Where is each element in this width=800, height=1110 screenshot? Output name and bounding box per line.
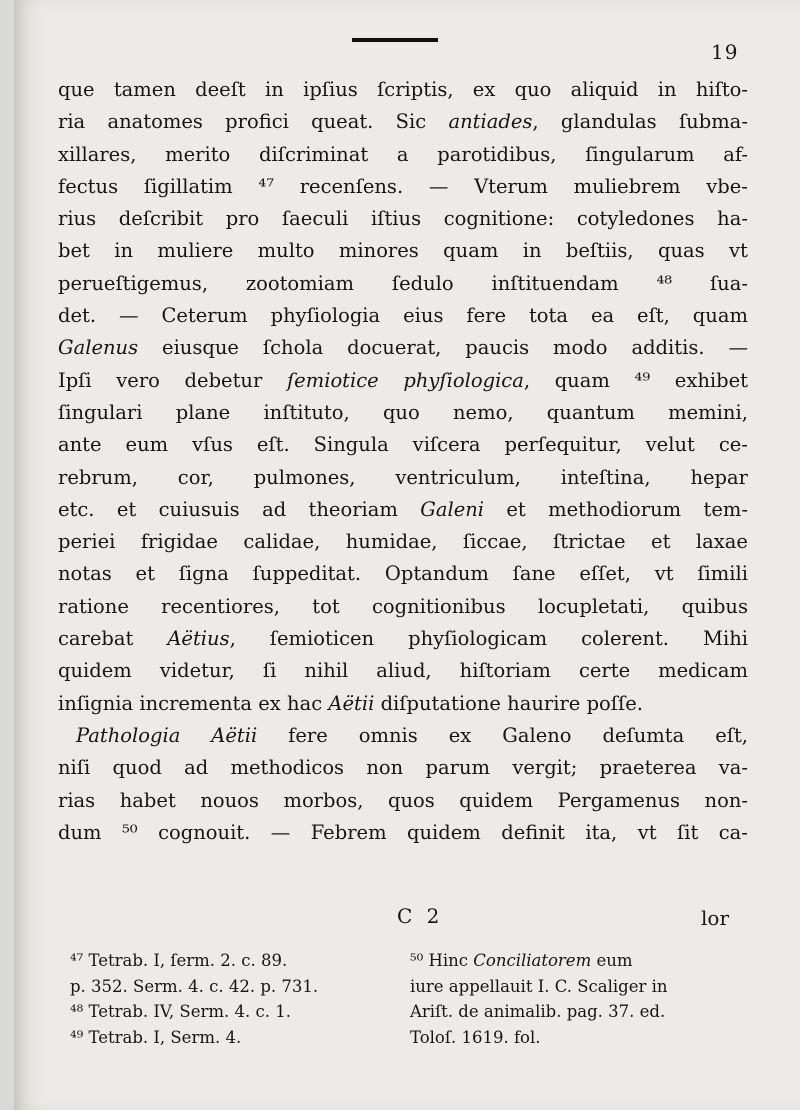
- word: ratione: [58, 594, 129, 618]
- word: ſtrictae: [553, 530, 626, 554]
- header-rule: [352, 38, 438, 42]
- footnote-left: ⁴⁷ Tetrab. I, ſerm. 2. c. 89.: [70, 951, 288, 970]
- word: habet: [119, 788, 176, 812]
- word: phyſiologicam: [408, 627, 548, 651]
- word: medicam: [658, 659, 748, 683]
- word: cotyledones: [576, 207, 695, 231]
- word: glandulas: [560, 110, 657, 134]
- word: bet: [58, 239, 90, 263]
- text-line: [58, 591, 748, 623]
- word: vergit;: [512, 756, 578, 780]
- word: iſtius: [370, 207, 422, 231]
- footnote-right: ⁵⁰ Hinc Conciliatorem eum: [410, 951, 633, 970]
- text-line: [58, 494, 748, 526]
- word: zootomiam: [245, 271, 355, 295]
- word: af-: [723, 142, 748, 166]
- word: aliquid: [570, 78, 639, 101]
- word: Galeni: [420, 497, 485, 521]
- word: ⁵⁰: [121, 820, 138, 844]
- word: antiades,: [448, 110, 539, 134]
- word: morbos,: [283, 788, 364, 812]
- word: recenſens.: [299, 174, 404, 198]
- word: hiſtoriam: [459, 659, 551, 683]
- word: definit: [501, 820, 565, 844]
- word: —: [428, 174, 449, 198]
- word: Sic: [395, 110, 427, 134]
- word: Pathologia: [76, 723, 181, 747]
- word: ce-: [718, 433, 748, 457]
- word: ex: [258, 691, 281, 715]
- word: hiſto-: [695, 78, 748, 101]
- word: ca-: [718, 820, 748, 844]
- word: debetur: [184, 368, 263, 392]
- text-line: [58, 655, 748, 687]
- word: eiusque: [162, 336, 239, 360]
- text-line: [58, 688, 748, 720]
- word: vt: [654, 562, 674, 586]
- word: diſputatione: [380, 691, 501, 715]
- word: quam: [443, 239, 499, 263]
- word: quam: [554, 368, 610, 392]
- word: eſſet,: [579, 562, 631, 586]
- word: velut: [645, 433, 695, 457]
- word: ſi: [262, 659, 277, 683]
- word: queat.: [311, 110, 374, 134]
- word: parotidibus,: [437, 142, 557, 166]
- text-line: [58, 203, 748, 235]
- word: hac: [287, 691, 323, 715]
- word: ante: [58, 433, 102, 457]
- word: vbe-: [706, 174, 748, 198]
- word: ſemioticen: [269, 627, 375, 651]
- word: quo: [382, 400, 420, 424]
- footnote-left: ⁴⁹ Tetrab. I, Serm. 4.: [70, 1027, 242, 1047]
- word: ſigna: [178, 562, 229, 586]
- word: cognitionibus: [371, 594, 506, 618]
- word: quas: [657, 239, 705, 263]
- footnote-row: [70, 974, 760, 1000]
- word: omnis: [358, 723, 418, 747]
- word: viſcera: [412, 433, 481, 457]
- word: frigidae: [140, 530, 218, 554]
- word: ſemiotice: [286, 368, 379, 392]
- word: haurire: [507, 691, 581, 715]
- word: ex: [448, 723, 472, 747]
- word: memini,: [668, 400, 748, 424]
- word: ſingularum: [585, 142, 695, 166]
- word: inſtituendam: [491, 271, 619, 295]
- footnotes: [70, 948, 760, 1050]
- word: merito: [165, 142, 231, 166]
- word: xillares,: [58, 142, 137, 166]
- word: eum: [125, 433, 169, 457]
- word: fere: [466, 304, 507, 328]
- word: Vterum: [474, 174, 548, 198]
- word: ſit: [676, 820, 699, 844]
- word: —: [119, 304, 139, 328]
- word: paucis: [465, 336, 530, 360]
- signature-mark: C 2: [397, 904, 444, 928]
- word: niſi: [58, 756, 91, 780]
- text-line: [58, 332, 748, 364]
- word: phyſiologica,: [403, 368, 531, 392]
- word: muliere: [157, 239, 234, 263]
- word: ſubma-: [678, 110, 748, 134]
- book-page: [14, 0, 800, 1110]
- word: ſuppeditat.: [252, 562, 362, 586]
- text-line: [58, 365, 748, 397]
- word: Aëtius,: [167, 627, 236, 651]
- word: tamen: [113, 78, 176, 101]
- word: ita,: [585, 820, 618, 844]
- word: non-: [704, 788, 748, 812]
- word: ſcriptis,: [377, 78, 454, 101]
- word: eſt,: [715, 723, 748, 747]
- word: ⁴⁹: [634, 368, 651, 392]
- word: methodiorum: [548, 497, 682, 521]
- word: poſſe.: [586, 691, 643, 715]
- word: et: [116, 497, 137, 521]
- word: eſt.: [256, 433, 290, 457]
- word: det.: [58, 304, 97, 328]
- footnote-right: Ariſt. de animalib. pag. 37. ed.: [410, 1002, 666, 1021]
- text-line: [58, 817, 748, 849]
- text-line: [58, 526, 748, 558]
- word: modo: [553, 336, 608, 360]
- word: incrementa: [139, 691, 253, 715]
- word: deſcribit: [118, 207, 204, 231]
- text-line: [58, 171, 748, 203]
- word: et: [651, 530, 671, 554]
- word: quos: [387, 788, 435, 812]
- word: Singula: [313, 433, 389, 457]
- word: fectus: [58, 174, 119, 198]
- page-number: 19: [711, 40, 739, 64]
- text-line: [58, 300, 748, 332]
- text-line: [58, 235, 748, 267]
- footnote-left: ⁴⁸ Tetrab. IV, Serm. 4. c. 1.: [70, 1002, 291, 1021]
- word: Galeno: [502, 723, 572, 747]
- word: dum: [58, 820, 102, 844]
- footnote-row: [70, 1025, 760, 1051]
- footnote-row: [70, 999, 760, 1025]
- word: cognouit.: [158, 820, 251, 844]
- word: perſequitur,: [504, 433, 622, 457]
- text-line: [58, 106, 748, 138]
- word: exhibet: [674, 368, 748, 392]
- word: pulmones,: [253, 465, 356, 489]
- word: cor,: [177, 465, 214, 489]
- word: eſt,: [637, 304, 670, 328]
- word: beſtiis,: [565, 239, 634, 263]
- word: in: [522, 239, 542, 263]
- word: docuerat,: [347, 336, 442, 360]
- word: cognitione:: [443, 207, 555, 231]
- word: —: [270, 820, 291, 844]
- word: ad: [262, 497, 287, 521]
- word: in: [657, 78, 677, 101]
- text-line: [58, 429, 748, 461]
- footnote-row: [70, 948, 760, 974]
- word: nihil: [304, 659, 349, 683]
- word: anatomes: [107, 110, 203, 134]
- word: praeterea: [599, 756, 697, 780]
- word: ſua-: [709, 271, 748, 295]
- word: ⁴⁸: [656, 271, 673, 295]
- word: Pergamenus: [557, 788, 680, 812]
- word: calidae,: [243, 530, 321, 554]
- word: in: [114, 239, 134, 263]
- text-line: [58, 558, 748, 590]
- footnote-right: Toloſ. 1619. fol.: [410, 1027, 541, 1047]
- text-line: [58, 752, 748, 784]
- word: carebat: [58, 627, 134, 651]
- word: quidem: [58, 659, 132, 683]
- text-line: [58, 268, 748, 300]
- word: quo: [514, 78, 552, 101]
- word: Aëtii: [328, 691, 375, 715]
- word: tot: [312, 594, 340, 618]
- word: deeſt: [195, 78, 246, 101]
- word: phyſiologia: [270, 304, 381, 328]
- word: periei: [58, 530, 116, 554]
- word: —: [728, 336, 748, 360]
- word: ha-: [717, 207, 748, 231]
- word: videtur,: [159, 659, 235, 683]
- word: inteſtina,: [560, 465, 651, 489]
- word: eius: [403, 304, 444, 328]
- word: pro: [225, 207, 260, 231]
- word: diſcriminat: [259, 142, 369, 166]
- word: deſumta: [602, 723, 685, 747]
- word: ea: [590, 304, 615, 328]
- word: plane: [175, 400, 231, 424]
- catchword: lor: [701, 906, 729, 930]
- word: ⁴⁷: [258, 174, 275, 198]
- word: a: [396, 142, 409, 166]
- word: etc.: [58, 497, 95, 521]
- word: Febrem: [310, 820, 387, 844]
- word: tem-: [703, 497, 748, 521]
- text-line: [58, 139, 748, 171]
- word: aliud,: [376, 659, 432, 683]
- word: va-: [718, 756, 748, 780]
- word: recentiores,: [161, 594, 280, 618]
- word: et: [135, 562, 155, 586]
- word: vero: [116, 368, 160, 392]
- word: ſiccae,: [462, 530, 528, 554]
- word: inſtituto,: [263, 400, 350, 424]
- word: perueſtigemus,: [58, 271, 209, 295]
- word: ſingulari: [58, 400, 143, 424]
- word: quantum: [546, 400, 635, 424]
- body-text: [58, 74, 748, 849]
- word: rius: [58, 207, 97, 231]
- word: vſus: [192, 433, 233, 457]
- word: nouos: [200, 788, 259, 812]
- word: parum: [425, 756, 491, 780]
- word: Ipſi: [58, 368, 92, 392]
- word: muliebrem: [573, 174, 681, 198]
- word: ad: [184, 756, 209, 780]
- word: non: [366, 756, 404, 780]
- word: ſedulo: [391, 271, 454, 295]
- word: quibus: [681, 594, 748, 618]
- text-line: [58, 720, 748, 752]
- text-line: [58, 785, 748, 817]
- word: humidae,: [345, 530, 438, 554]
- word: theoriam: [308, 497, 398, 521]
- word: fere: [288, 723, 328, 747]
- text-line: [58, 397, 748, 429]
- footnote-left: p. 352. Serm. 4. c. 42. p. 731.: [70, 976, 319, 996]
- word: locupletati,: [537, 594, 650, 618]
- word: quod: [112, 756, 162, 780]
- word: additis.: [631, 336, 705, 360]
- word: ſimili: [697, 562, 748, 586]
- word: inſignia: [58, 691, 134, 715]
- word: colerent.: [581, 627, 669, 651]
- word: tota: [528, 304, 568, 328]
- word: ſaeculi: [281, 207, 349, 231]
- word: Aëtii: [211, 723, 258, 747]
- word: multo: [257, 239, 315, 263]
- word: methodicos: [230, 756, 345, 780]
- word: hepar: [690, 465, 748, 489]
- word: quidem: [407, 820, 481, 844]
- word: ſigillatim: [143, 174, 233, 198]
- text-line: [58, 623, 748, 655]
- word: ventriculum,: [395, 465, 521, 489]
- word: que: [58, 78, 95, 101]
- word: Ceterum: [161, 304, 248, 328]
- text-line: [58, 74, 748, 106]
- text-line: [58, 462, 748, 494]
- word: laxae: [695, 530, 748, 554]
- word: rias: [58, 788, 96, 812]
- word: quam: [692, 304, 748, 328]
- word: ipſius: [303, 78, 358, 101]
- word: nemo,: [453, 400, 514, 424]
- word: quidem: [459, 788, 534, 812]
- word: minores: [338, 239, 419, 263]
- word: ria: [58, 110, 86, 134]
- word: ex: [472, 78, 496, 101]
- word: notas: [58, 562, 112, 586]
- word: vt: [637, 820, 657, 844]
- word: in: [265, 78, 284, 101]
- word: vt: [729, 239, 748, 263]
- word: Galenus: [58, 336, 139, 360]
- word: et: [506, 497, 526, 521]
- word: cuiusuis: [158, 497, 240, 521]
- word: profici: [225, 110, 289, 134]
- word: rebrum,: [58, 465, 138, 489]
- word: ſane: [512, 562, 556, 586]
- footnote-right: iure appellauit I. C. Scaliger in: [410, 976, 668, 996]
- word: Mihi: [702, 627, 748, 651]
- word: ſchola: [262, 336, 324, 360]
- word: certe: [578, 659, 631, 683]
- word: Optandum: [384, 562, 489, 586]
